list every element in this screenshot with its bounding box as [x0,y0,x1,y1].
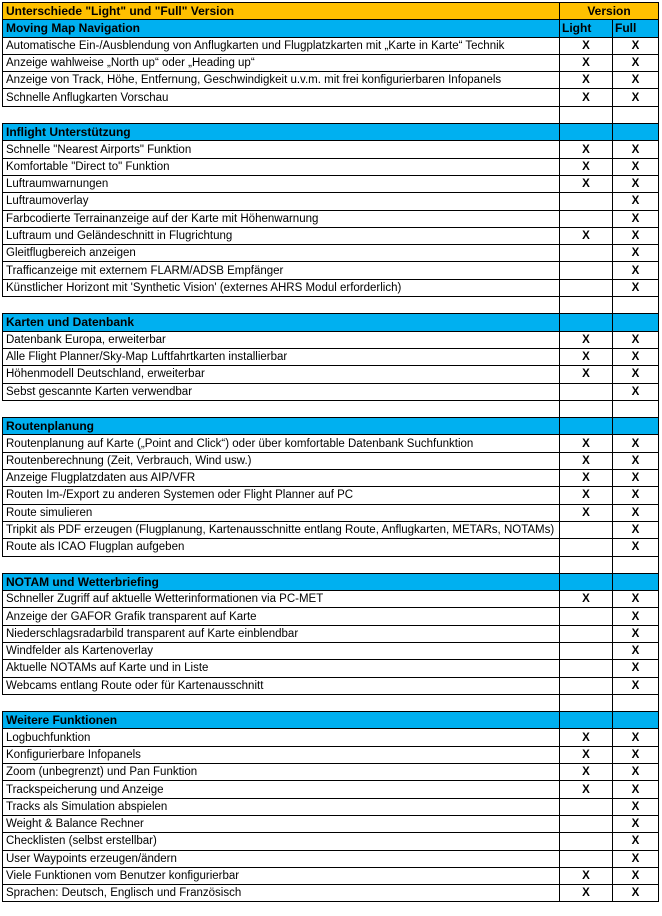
light-check-cell [560,521,613,538]
light-check-cell: X [560,781,613,798]
full-check-cell: X [613,348,659,365]
light-check-cell [560,798,613,815]
full-check-cell: X [613,435,659,452]
light-check-cell [560,815,613,832]
feature-row [3,227,659,244]
feature-label: Trackspeicherung und Anzeige [3,781,560,798]
section-header-row [3,314,659,331]
feature-label: Sprachen: Deutsch, Englisch und Französisch [3,885,560,902]
feature-label: Trafficanzeige mit externem FLARM/ADSB Empfänger [3,262,560,279]
feature-row [3,435,659,452]
separator-cell [3,694,560,711]
light-check-cell: X [560,470,613,487]
light-check-cell [560,245,613,262]
light-check-cell: X [560,348,613,365]
feature-row [3,729,659,746]
light-check-cell: X [560,452,613,469]
light-check-cell: X [560,366,613,383]
separator-full-cell [613,400,659,417]
feature-label: Aktuelle NOTAMs auf Karte und in Liste [3,660,560,677]
light-check-cell [560,833,613,850]
light-check-cell: X [560,746,613,763]
feature-row [3,175,659,192]
feature-label: Windfelder als Kartenoverlay [3,642,560,659]
feature-row [3,193,659,210]
feature-row [3,591,659,608]
full-check-cell: X [613,833,659,850]
light-check-cell: X [560,591,613,608]
feature-row [3,677,659,694]
separator-full-cell [613,694,659,711]
separator-row [3,106,659,123]
full-check-cell: X [613,210,659,227]
light-column-label [560,712,613,729]
feature-row [3,89,659,106]
separator-row [3,694,659,711]
feature-row [3,798,659,815]
full-check-cell: X [613,366,659,383]
light-column-label [560,418,613,435]
feature-row [3,608,659,625]
full-check-cell: X [613,504,659,521]
feature-row [3,764,659,781]
full-check-cell: X [613,608,659,625]
full-check-cell: X [613,175,659,192]
full-check-cell: X [613,815,659,832]
feature-label: Routenberechnung (Zeit, Verbrauch, Wind usw.) [3,452,560,469]
feature-row [3,452,659,469]
section-title: Weitere Funktionen [3,712,560,729]
full-check-cell: X [613,764,659,781]
full-check-cell: X [613,227,659,244]
light-check-cell: X [560,885,613,902]
feature-row [3,72,659,89]
feature-row [3,850,659,867]
version-column-header: Version [560,3,659,20]
feature-label: Routenplanung auf Karte („Point and Click“) oder über komfortable Datenbank Suchfunktion [3,435,560,452]
full-check-cell: X [613,331,659,348]
table-title-row [3,3,659,20]
light-check-cell: X [560,175,613,192]
feature-row [3,746,659,763]
comparison-table [2,2,659,902]
feature-row [3,815,659,832]
full-column-label [613,314,659,331]
feature-table-body [3,3,659,902]
feature-row [3,245,659,262]
feature-label: Anzeige der GAFOR Grafik transparent auf Karte [3,608,560,625]
feature-label: Tracks als Simulation abspielen [3,798,560,815]
feature-label: Luftraum und Geländeschnitt in Flugrichtung [3,227,560,244]
full-check-cell: X [613,487,659,504]
separator-full-cell [613,106,659,123]
light-check-cell: X [560,89,613,106]
full-check-cell: X [613,37,659,54]
full-check-cell: X [613,452,659,469]
feature-row [3,210,659,227]
full-check-cell: X [613,279,659,296]
full-check-cell: X [613,245,659,262]
light-column-label: Light [560,20,613,37]
separator-cell [3,106,560,123]
separator-cell [3,556,560,573]
feature-row [3,660,659,677]
section-title: Moving Map Navigation [3,20,560,37]
feature-row [3,833,659,850]
separator-row [3,297,659,314]
full-check-cell: X [613,141,659,158]
feature-row [3,37,659,54]
full-check-cell: X [613,781,659,798]
feature-label: Farbcodierte Terrainanzeige auf der Karte mit Höhenwarnung [3,210,560,227]
full-column-label: Full [613,20,659,37]
full-check-cell: X [613,867,659,884]
separator-light-cell [560,694,613,711]
section-title: Routenplanung [3,418,560,435]
section-header-row [3,20,659,37]
full-column-label [613,124,659,141]
light-check-cell [560,279,613,296]
section-header-row [3,124,659,141]
separator-light-cell [560,297,613,314]
light-column-label [560,314,613,331]
section-header-row [3,712,659,729]
feature-label: Sebst gescannte Karten verwendbar [3,383,560,400]
full-column-label [613,712,659,729]
feature-label: Anzeige von Track, Höhe, Entfernung, Geschwindigkeit u.v.m. mit frei konfigurierbaren Infopanels [3,72,560,89]
light-check-cell: X [560,72,613,89]
feature-label: Höhenmodell Deutschland, erweiterbar [3,366,560,383]
feature-row [3,262,659,279]
feature-row [3,470,659,487]
light-column-label [560,124,613,141]
table-title: Unterschiede "Light" und "Full" Version [3,3,560,20]
full-check-cell: X [613,470,659,487]
light-check-cell [560,850,613,867]
separator-full-cell [613,556,659,573]
separator-cell [3,400,560,417]
full-check-cell: X [613,591,659,608]
feature-row [3,521,659,538]
feature-label: Viele Funktionen vom Benutzer konfigurierbar [3,867,560,884]
full-check-cell: X [613,729,659,746]
full-check-cell: X [613,625,659,642]
separator-row [3,556,659,573]
full-column-label [613,418,659,435]
light-check-cell: X [560,487,613,504]
section-header-row [3,573,659,590]
section-title: NOTAM und Wetterbriefing [3,573,560,590]
full-check-cell: X [613,54,659,71]
feature-row [3,539,659,556]
feature-label: Checklisten (selbst erstellbar) [3,833,560,850]
feature-label: Alle Flight Planner/Sky-Map Luftfahrtkarten installierbar [3,348,560,365]
separator-full-cell [613,297,659,314]
section-title: Karten und Datenbank [3,314,560,331]
light-check-cell: X [560,435,613,452]
full-check-cell: X [613,885,659,902]
separator-row [3,400,659,417]
feature-row [3,383,659,400]
feature-label: Luftraumwarnungen [3,175,560,192]
feature-label: Schneller Zugriff auf aktuelle Wetterinformationen via PC-MET [3,591,560,608]
light-check-cell: X [560,227,613,244]
feature-row [3,279,659,296]
full-column-label [613,573,659,590]
full-check-cell: X [613,72,659,89]
light-check-cell: X [560,158,613,175]
feature-label: Komfortable "Direct to" Funktion [3,158,560,175]
feature-label: Künstlicher Horizont mit 'Synthetic Vision' (externes AHRS Modul erforderlich) [3,279,560,296]
full-check-cell: X [613,677,659,694]
light-check-cell [560,539,613,556]
section-title: Inflight Unterstützung [3,124,560,141]
feature-label: Datenbank Europa, erweiterbar [3,331,560,348]
feature-row [3,625,659,642]
light-check-cell: X [560,867,613,884]
feature-row [3,54,659,71]
light-check-cell: X [560,764,613,781]
full-check-cell: X [613,383,659,400]
feature-row [3,141,659,158]
feature-label: Zoom (unbegrenzt) und Pan Funktion [3,764,560,781]
feature-row [3,642,659,659]
separator-cell [3,297,560,314]
full-check-cell: X [613,521,659,538]
light-check-cell [560,383,613,400]
feature-label: Schnelle Anflugkarten Vorschau [3,89,560,106]
feature-label: Konfigurierbare Infopanels [3,746,560,763]
light-check-cell: X [560,729,613,746]
light-check-cell: X [560,141,613,158]
light-check-cell: X [560,54,613,71]
feature-label: Automatische Ein-/Ausblendung von Anflugkarten und Flugplatzkarten mit „Karte in Karte“ Technik [3,37,560,54]
light-check-cell: X [560,504,613,521]
feature-row [3,867,659,884]
feature-label: Schnelle "Nearest Airports" Funktion [3,141,560,158]
feature-row [3,366,659,383]
light-check-cell [560,262,613,279]
feature-label: Tripkit als PDF erzeugen (Flugplanung, Kartenausschnitte entlang Route, Anflugkarten, METARs, NOTAMs) [3,521,560,538]
light-column-label [560,573,613,590]
feature-label: Niederschlagsradarbild transparent auf Karte einblendbar [3,625,560,642]
feature-label: Weight & Balance Rechner [3,815,560,832]
feature-row [3,331,659,348]
feature-label: Luftraumoverlay [3,193,560,210]
light-check-cell [560,608,613,625]
full-check-cell: X [613,798,659,815]
feature-row [3,487,659,504]
feature-label: Logbuchfunktion [3,729,560,746]
feature-label: Anzeige Flugplatzdaten aus AIP/VFR [3,470,560,487]
light-check-cell [560,660,613,677]
feature-label: Anzeige wahlweise „North up“ oder „Heading up“ [3,54,560,71]
full-check-cell: X [613,89,659,106]
feature-row [3,885,659,902]
light-check-cell [560,642,613,659]
full-check-cell: X [613,660,659,677]
full-check-cell: X [613,746,659,763]
separator-light-cell [560,106,613,123]
separator-light-cell [560,556,613,573]
feature-label: Gleitflugbereich anzeigen [3,245,560,262]
light-check-cell [560,210,613,227]
separator-light-cell [560,400,613,417]
light-check-cell: X [560,37,613,54]
feature-label: Route als ICAO Flugplan aufgeben [3,539,560,556]
feature-label: Route simulieren [3,504,560,521]
full-check-cell: X [613,262,659,279]
light-check-cell: X [560,331,613,348]
full-check-cell: X [613,642,659,659]
feature-row [3,781,659,798]
feature-label: Routen Im-/Export zu anderen Systemen oder Flight Planner auf PC [3,487,560,504]
full-check-cell: X [613,193,659,210]
full-check-cell: X [613,539,659,556]
feature-row [3,348,659,365]
light-check-cell [560,193,613,210]
light-check-cell [560,677,613,694]
full-check-cell: X [613,850,659,867]
feature-row [3,158,659,175]
light-check-cell [560,625,613,642]
feature-row [3,504,659,521]
full-check-cell: X [613,158,659,175]
feature-label: Webcams entlang Route oder für Kartenausschnitt [3,677,560,694]
section-header-row [3,418,659,435]
feature-label: User Waypoints erzeugen/ändern [3,850,560,867]
